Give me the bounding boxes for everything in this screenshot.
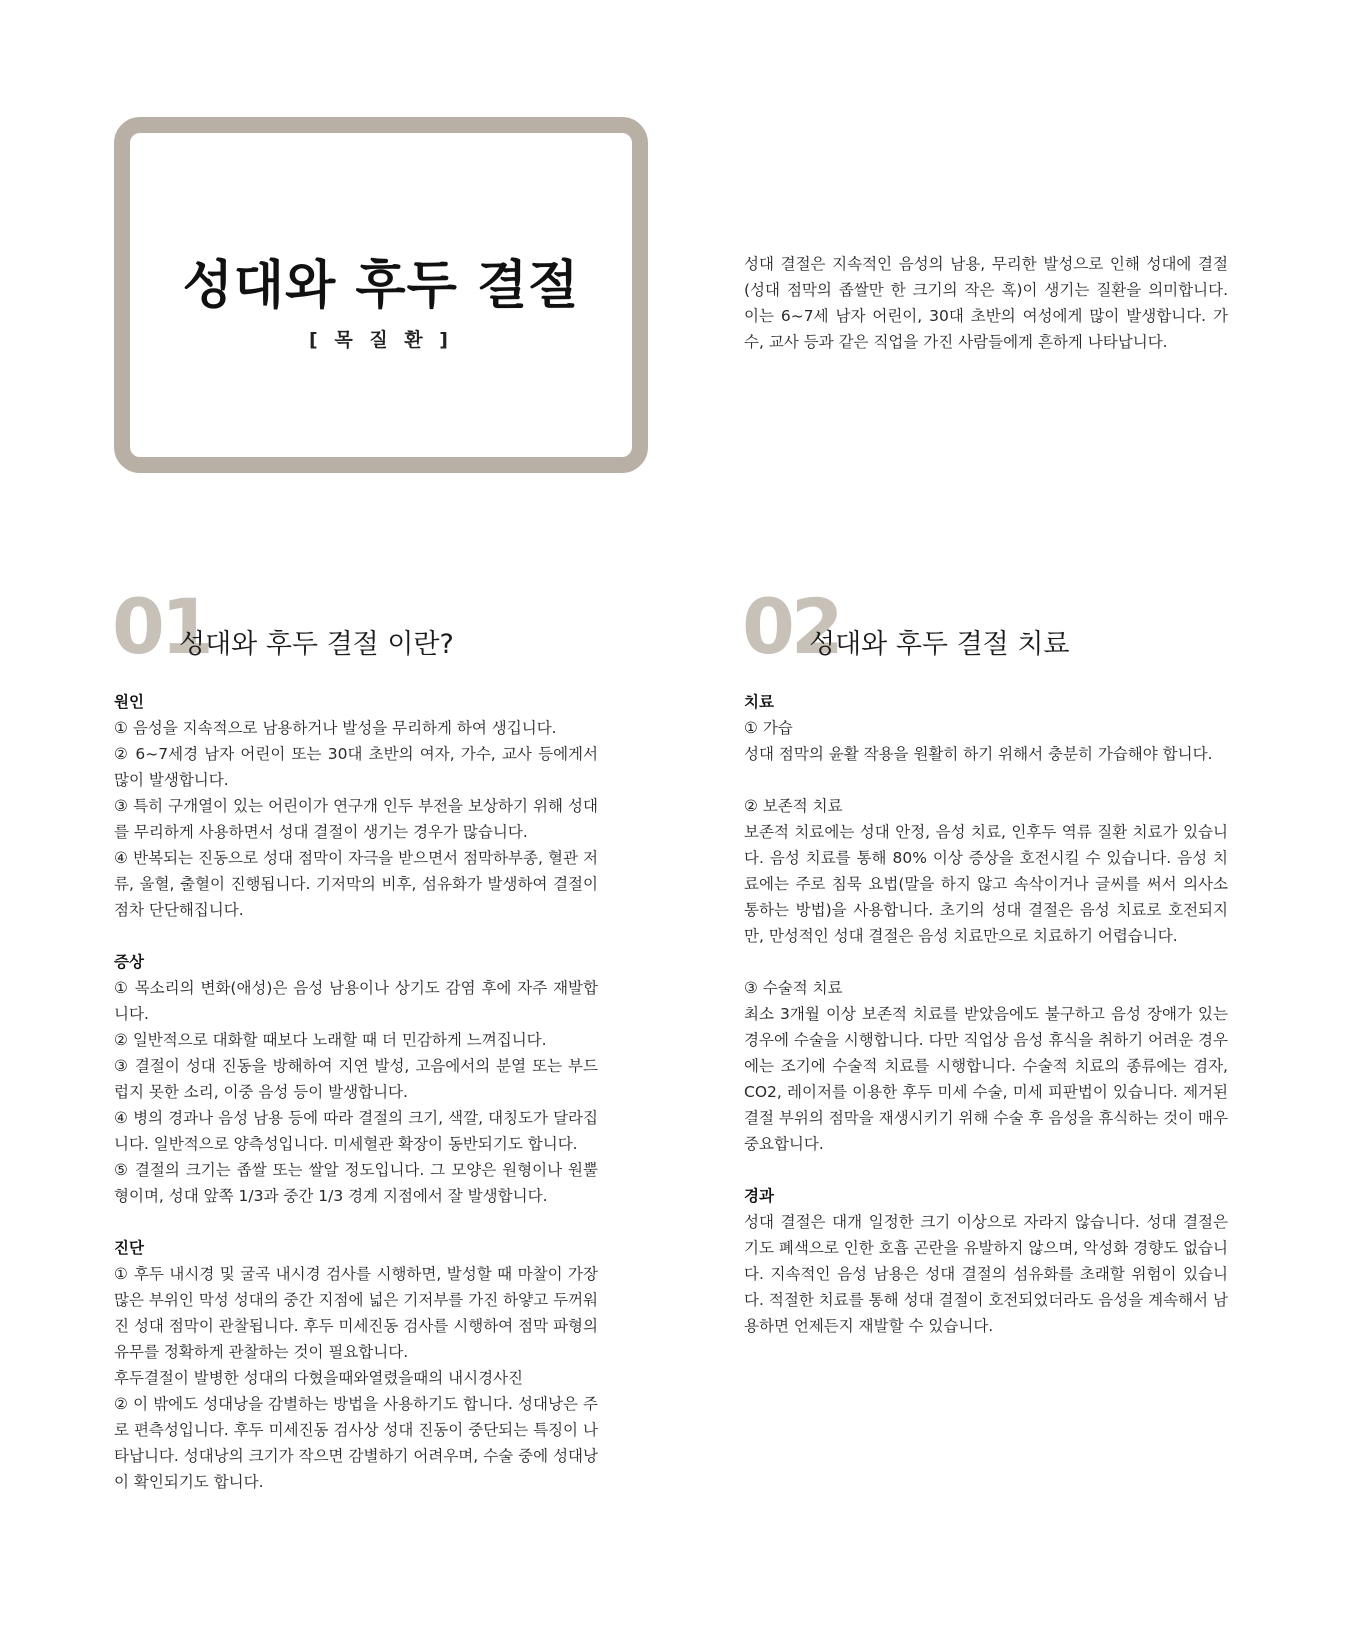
section-2-title: 성대와 후두 결절 치료 bbox=[809, 629, 1070, 660]
section-1-header bbox=[112, 582, 598, 671]
section-2-number: 02 bbox=[742, 582, 840, 671]
humidification-text: 성대 점막의 윤활 작용을 원활히 하기 위해서 충분히 가습해야 합니다. bbox=[744, 745, 1213, 763]
section-1 bbox=[112, 582, 598, 1495]
page-subtitle: [ 목 질 환 ] bbox=[309, 329, 453, 351]
diagnosis-item: ① 후두 내시경 및 굴곡 내시경 검사를 시행하면, 발성할 때 마찰이 가장 많은 부위인 막성 성대의 중간 지점에 넓은 기저부를 가진 하얗고 두꺼워진 성대 점막이 관찰됩니다. 후두 미세진동 검사를 시행하여 점막 파형의 유무를 정확하게 관찰하는 것이 필요합니다. bbox=[114, 1265, 598, 1361]
prognosis-text: 성대 결절은 대개 일정한 크기 이상으로 자라지 않습니다. 성대 결절은 기도 폐색으로 인한 호흡 곤란을 유발하지 않으며, 악성화 경향도 없습니다. 지속적인 음성 남용은 성대 결절의 섬유화를 초래할 위험이 있습니다. 적절한 치료를 통해 성대 결절이 호전되었더라도 음성을 계속해서 남용하면 언제든지 재발할 수 있습니다. bbox=[744, 1213, 1228, 1335]
section-2 bbox=[742, 582, 1228, 1339]
cause-item: ① 음성을 지속적으로 남용하거나 발성을 무리하게 하여 생깁니다. bbox=[114, 719, 557, 737]
section-2-header bbox=[742, 582, 1228, 671]
symptom-item: ④ 병의 경과나 음성 남용 등에 따라 결절의 크기, 색깔, 대칭도가 달라집니다. 일반적으로 양측성입니다. 미세혈관 확장이 동반되기도 합니다. bbox=[114, 1109, 598, 1153]
cause-item: ② 6~7세경 남자 어린이 또는 30대 초반의 여자, 가수, 교사 등에게서 많이 발생합니다. bbox=[114, 745, 598, 789]
section-1-number: 01 bbox=[112, 582, 210, 671]
humidification-heading: ① 가습 bbox=[744, 719, 793, 737]
cause-item: ③ 특히 구개열이 있는 어린이가 연구개 인두 부전을 보상하기 위해 성대를 무리하게 사용하면서 성대 결절이 생기는 경우가 많습니다. bbox=[114, 797, 598, 841]
section-1-title: 성대와 후두 결절 이란? bbox=[179, 629, 454, 660]
cause-heading: 원인 bbox=[114, 693, 144, 711]
page-title: 성대와 후두 결절 bbox=[182, 256, 580, 316]
cause-item: ④ 반복되는 진동으로 성대 점막이 자극을 받으면서 점막하부종, 혈관 저류, 울혈, 출혈이 진행됩니다. 기저막의 비후, 섬유화가 발생하여 결절이 점차 단단해집니다. bbox=[114, 849, 598, 919]
diagnosis-heading: 진단 bbox=[114, 1239, 144, 1257]
symptom-item: ② 일반적으로 대화할 때보다 노래할 때 더 민감하게 느껴집니다. bbox=[114, 1031, 547, 1049]
symptom-item: ① 목소리의 변화(애성)은 음성 남용이나 상기도 감염 후에 자주 재발합니다. bbox=[114, 979, 598, 1023]
symptom-item: ⑤ 결절의 크기는 좁쌀 또는 쌀알 정도입니다. 그 모양은 원형이나 원뿔형이며, 성대 앞쪽 1/3과 중간 1/3 경계 지점에서 잘 발생합니다. bbox=[114, 1161, 598, 1205]
treatment-heading: 치료 bbox=[744, 693, 774, 711]
diagnosis-caption: 후두결절이 발병한 성대의 다혔을때와열렸을때의 내시경사진 bbox=[114, 1369, 524, 1387]
title-card bbox=[114, 117, 648, 473]
symptom-heading: 증상 bbox=[114, 953, 144, 971]
conservative-heading: ② 보존적 치료 bbox=[744, 797, 843, 815]
intro-paragraph: 성대 결절은 지속적인 음성의 남용, 무리한 발성으로 인해 성대에 결절(성대 점막의 좁쌀만 한 크기의 작은 혹)이 생기는 질환을 의미합니다. 이는 6~7세 남자 어린이, 30대 초반의 여성에게 많이 발생합니다. 가수, 교사 등과 같은 직업을 가진 사람들에게 흔하게 나타납니다. bbox=[744, 254, 1228, 351]
conservative-text: 보존적 치료에는 성대 안정, 음성 치료, 인후두 역류 질환 치료가 있습니다. 음성 치료를 통해 80% 이상 증상을 호전시킬 수 있습니다. 음성 치료에는 주로 침묵 요법(말을 하지 않고 속삭이거나 글씨를 써서 의사소통하는 방법)을 사용합니다. 초기의 성대 결절은 음성 치료로 호전되지만, 만성적인 성대 결절은 음성 치료만으로 치료하기 어렵습니다. bbox=[744, 823, 1228, 945]
surgical-text: 최소 3개월 이상 보존적 치료를 받았음에도 불구하고 음성 장애가 있는 경우에 수술을 시행합니다. 다만 직업상 음성 휴식을 취하기 어려운 경우에는 조기에 수술적 치료를 시행합니다. 수술적 치료의 종류에는 겸자, CO2, 레이저를 이용한 후두 미세 수술, 미세 피판법이 있습니다. 제거된 결절 부위의 점막을 재생시키기 위해 수술 후 음성을 휴식하는 것이 매우 중요합니다. bbox=[744, 1005, 1228, 1153]
diagnosis-item: ② 이 밖에도 성대낭을 감별하는 방법을 사용하기도 합니다. 성대낭은 주로 편측성입니다. 후두 미세진동 검사상 성대 진동이 중단되는 특징이 나타납니다. 성대낭의 크기가 작으면 감별하기 어려우며, 수술 중에 성대낭이 확인되기도 합니다. bbox=[114, 1395, 598, 1491]
surgical-heading: ③ 수술적 치료 bbox=[744, 979, 843, 997]
section-2-body bbox=[744, 689, 1228, 1339]
prognosis-heading: 경과 bbox=[744, 1187, 774, 1205]
symptom-item: ③ 결절이 성대 진동을 방해하여 지연 발성, 고음에서의 분열 또는 부드럽지 못한 소리, 이중 음성 등이 발생합니다. bbox=[114, 1057, 598, 1101]
section-1-body bbox=[114, 689, 598, 1495]
